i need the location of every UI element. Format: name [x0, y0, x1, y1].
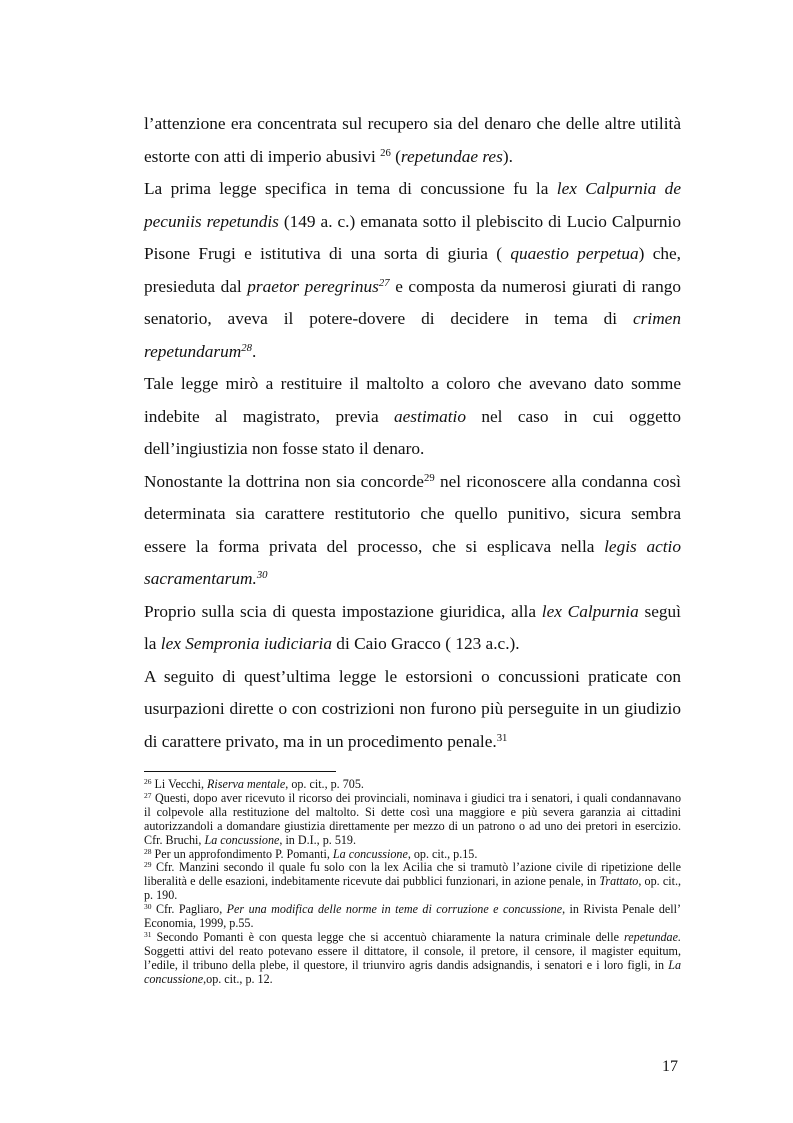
text-run: (149 a. c.) emanata sotto il plebiscito di Lucio Calpurnio Pisone Frugi e istitutiva di una sorta di giuria ( [144, 211, 681, 263]
footnote [144, 903, 681, 931]
text-run: nel caso in cui oggetto dell’ingiustizia non fosse stato il denaro. [144, 406, 681, 458]
text-run: ( [390, 146, 401, 166]
text-run: Cfr. Manzini secondo il quale fu solo con la lex Acilia che si tramutò l’azione civile di ripetizione delle liberalità e delle esazioni, indebitamente ricevute dai pubblici funzionari, in azione penale, in [144, 860, 681, 889]
note-reference: 29 [423, 471, 435, 484]
text-run: , in D.I., p. 519. [279, 832, 356, 847]
paragraph [144, 661, 681, 759]
text-run: l’attenzione era concentrata sul recupero sia del denaro che delle altre utilità estorte con atti di imperio abusivi [144, 114, 681, 166]
italic-text: lex Calpurnia de pecuniis repetundis [144, 179, 681, 231]
footnote [144, 861, 681, 903]
text-run: . [252, 341, 257, 361]
text-run: Proprio sulla scia di questa impostazione giuridica, alla [144, 601, 542, 621]
text-run: ). [502, 146, 513, 166]
note-reference: 31 [144, 929, 152, 939]
italic-text: repetundae res [400, 146, 503, 166]
text-run: Secondo Pomanti è con questa legge che si accentuò chiaramente la natura criminale delle [151, 929, 625, 944]
text-run: La prima legge specifica in tema di concussione fu la [144, 179, 557, 198]
footnote [144, 792, 681, 848]
note-reference: 28 [144, 846, 152, 856]
footnote [144, 778, 681, 792]
footnotes [144, 778, 681, 987]
footnote-separator [144, 771, 336, 772]
note-reference: 28 [241, 341, 252, 354]
text-run: di Caio Gracco ( 123 a.c.). [331, 634, 520, 653]
italic-text: La concussione [204, 832, 280, 847]
note-reference: 26 [380, 146, 391, 159]
text-run: , op. cit., p.15. [407, 846, 478, 861]
note-reference: 31 [496, 731, 508, 744]
note-reference: 27 [144, 790, 152, 800]
italic-text: Trattato [599, 874, 639, 889]
note-reference: 30 [256, 569, 268, 582]
text-run: Nonostante la dottrina non sia concorde [144, 471, 424, 491]
note-reference: 29 [144, 860, 152, 870]
italic-text: lex Sempronia iudiciaria [160, 634, 332, 653]
text-run: Per un approfondimento P. Pomanti, [151, 846, 333, 861]
text-run: , in Rivista Penale dell’ Economia, 1999, p.55. [144, 902, 681, 931]
text-run: , op. cit., p. 705. [285, 777, 364, 791]
italic-text: Per una modifica delle norme in teme di corruzione e concussione [226, 902, 563, 917]
italic-text: La concussione [332, 846, 408, 861]
text-run: ,op. cit., p. 12. [203, 971, 273, 986]
italic-text: quaestio perpetua [510, 244, 639, 263]
text-run: seguì la [144, 601, 681, 653]
italic-text: crimen repetundarum [144, 309, 681, 361]
page-number: 17 [662, 1058, 678, 1075]
italic-text: Riserva mentale [207, 777, 286, 791]
text-run: Questi, dopo aver ricevuto il ricorso dei provinciali, nominava i giudici tra i senatori, i quali condannavano il colpevole alla restituzione del maltolto. Si dette così una maggiore e più severa garanzia ai cittadini autorizzandoli a domandare giustizia direttamente per mezzo di un patrono o ad uno dei pretori in esercizio. Cfr. Bruchi, [144, 790, 681, 847]
italic-text: La concussione [144, 957, 681, 986]
text-run: Tale legge mirò a restituire il maltolto a coloro che avevano dato somme indebite al magistrato, previa [144, 374, 681, 426]
footnote [144, 931, 681, 987]
text-run: Soggetti attivi del reato potevano essere il dittatore, il console, il pretore, il censore, il magister equitum, l’edile, il tribuno della plebe, il questore, il triunviro agris dandis adsignandis, i senatori e i loro figli, in [144, 943, 681, 972]
text-run: , op. cit., p. 190. [144, 874, 681, 903]
italic-text: aestimatio [394, 406, 467, 426]
italic-text: lex Calpurnia [541, 601, 639, 621]
text-run: nel riconoscere alla condanna così determinata sia carattere restitutorio che quello punitivo, sicura sembra essere la forma privata del processo, che si esplicava nella [144, 471, 681, 556]
italic-text: legis actio sacramentarum. [144, 536, 681, 588]
paragraph [144, 596, 681, 661]
italic-text: repetundae. [624, 929, 681, 944]
text-run: Cfr. Pagliaro, [151, 902, 227, 917]
note-reference: 26 [144, 776, 152, 786]
note-reference: 30 [144, 902, 152, 912]
text-run: A seguito di quest’ultima legge le estorsioni o concussioni praticate con usurpazioni dirette o con costrizioni non furono più perseguite in un giudizio di carattere privato, ma in un procedimento penale. [144, 666, 681, 751]
note-reference: 27 [378, 276, 390, 289]
paragraph [144, 108, 681, 173]
paragraph [144, 368, 681, 466]
paragraph [144, 173, 681, 368]
paragraph [144, 466, 681, 596]
text-run: Li Vecchi, [151, 777, 208, 791]
body-text [144, 108, 681, 758]
text-run: ) che, presieduta dal [144, 244, 681, 296]
text-run: e composta da numerosi giurati di rango senatorio, aveva il potere-dovere di decidere in tema di [144, 276, 682, 328]
italic-text: praetor peregrinus [247, 276, 379, 296]
